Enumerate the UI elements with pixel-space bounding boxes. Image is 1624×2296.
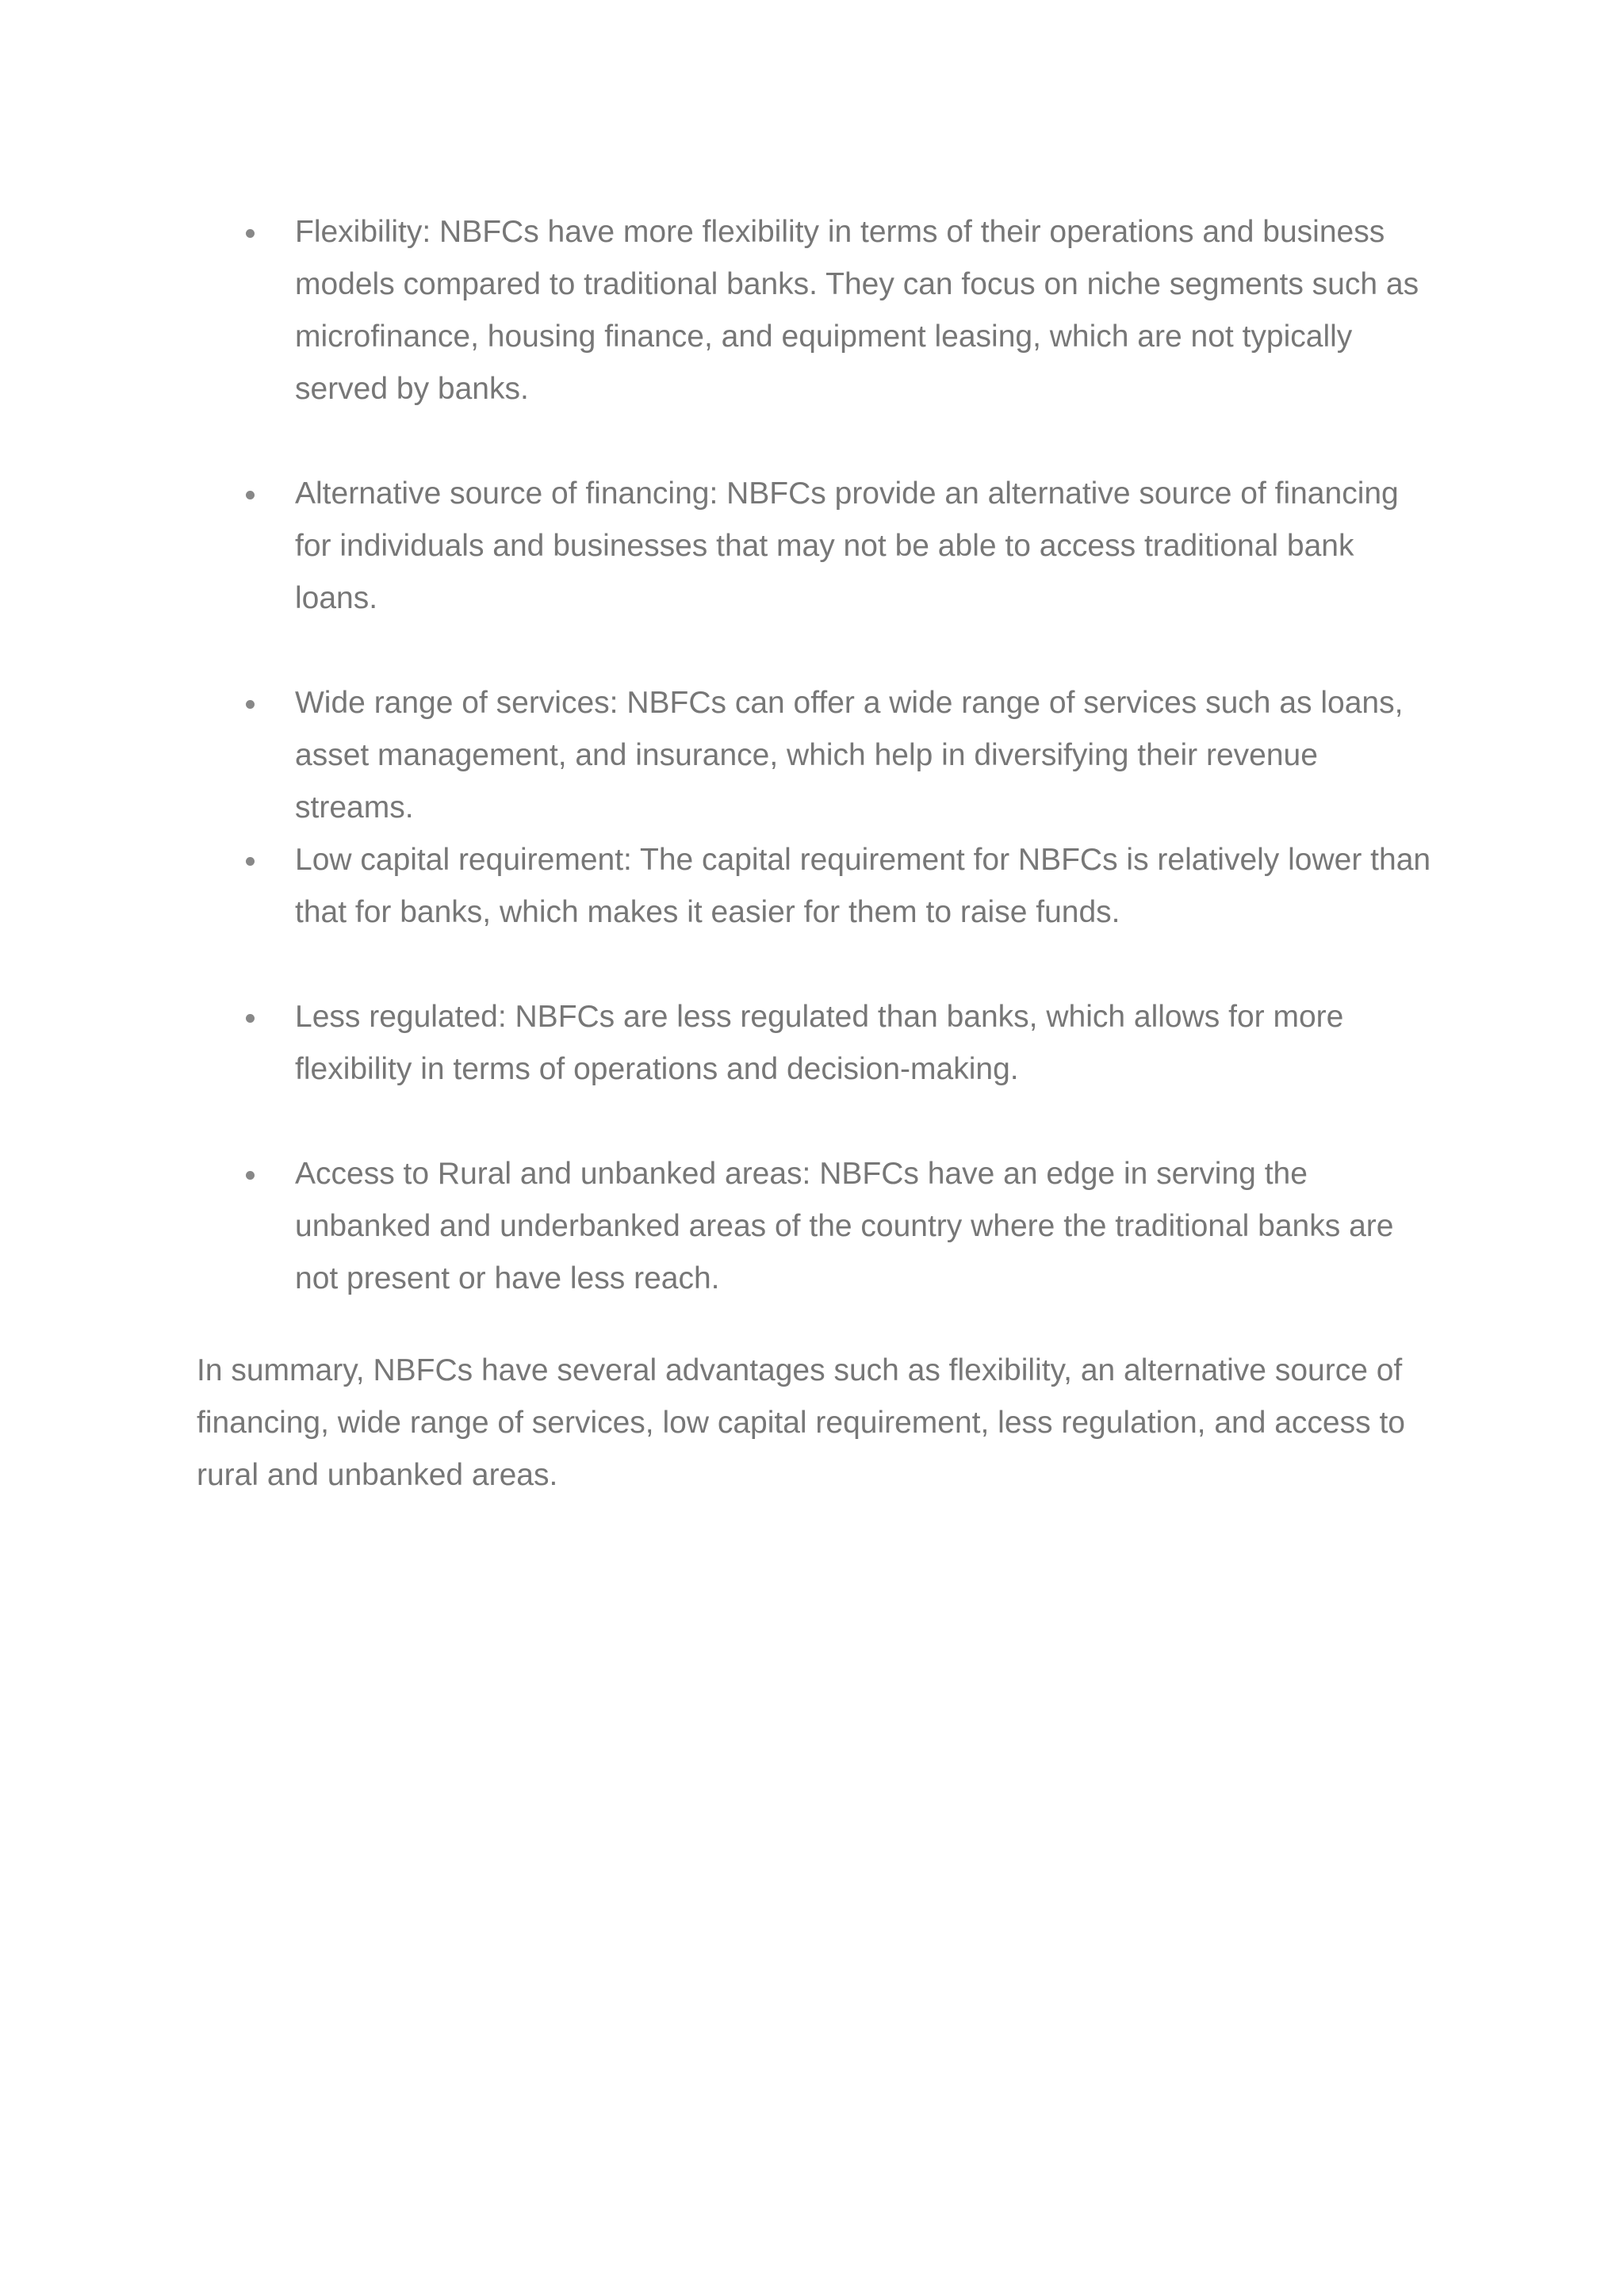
- list-item: [197, 468, 1434, 625]
- list-item: [197, 1148, 1434, 1305]
- bullet-icon: [246, 1171, 255, 1180]
- list-item-text: Low capital requirement: The capital requirement for NBFCs is relatively lower than that for banks, which makes it easier for them to raise funds.: [295, 843, 1431, 929]
- bullet-icon: [246, 700, 255, 709]
- list-item-text: Alternative source of financing: NBFCs provide an alternative source of financing for individuals and businesses that may not be able to access traditional bank loans.: [295, 476, 1399, 615]
- bullet-icon: [246, 857, 255, 866]
- list-item: [197, 991, 1434, 1096]
- bullet-icon: [246, 1014, 255, 1023]
- list-item: [197, 677, 1434, 834]
- summary-paragraph: In summary, NBFCs have several advantages such as flexibility, an alternative source of financing, wide range of services, low capital requirement, less regulation, and access to rural and unbanked areas.: [197, 1353, 1405, 1492]
- list-item-text: Access to Rural and unbanked areas: NBFCs have an edge in serving the unbanked and underbanked areas of the country where the traditional banks are not present or have less reach.: [295, 1157, 1394, 1295]
- list-item-text: Flexibility: NBFCs have more flexibility in terms of their operations and business models compared to traditional banks. They can focus on niche segments such as microfinance, housing finance, and equipment leasing, which are not typically served by banks.: [295, 215, 1419, 406]
- list-item-text: Wide range of services: NBFCs can offer a wide range of services such as loans, asset management, and insurance, which help in diversifying their revenue streams.: [295, 686, 1404, 825]
- advantages-bullet-list: [197, 206, 1434, 1305]
- list-item: [197, 206, 1434, 415]
- list-item: [197, 834, 1434, 939]
- bullet-icon: [246, 229, 255, 238]
- bullet-icon: [246, 491, 255, 499]
- list-item-text: Less regulated: NBFCs are less regulated than banks, which allows for more flexibility in terms of operations and decision-making.: [295, 1000, 1344, 1086]
